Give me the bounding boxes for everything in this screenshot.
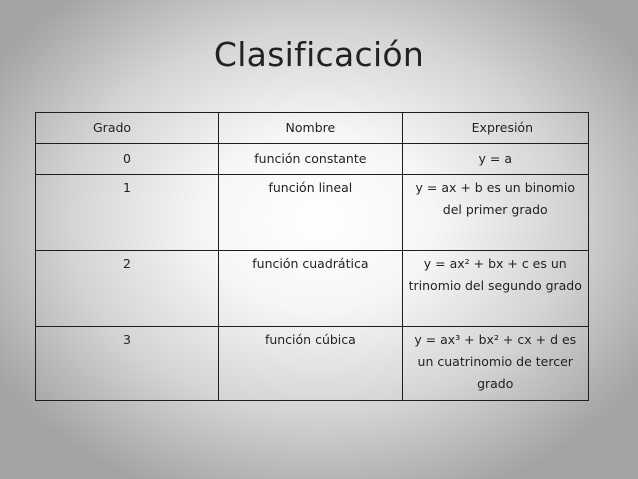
cell-grado: 0	[36, 144, 219, 175]
cell-grado: 2	[36, 251, 219, 327]
cell-expresion: y = a	[402, 144, 589, 175]
cell-expresion: y = ax + b es un binomio del primer grado	[402, 175, 589, 251]
table-row	[36, 175, 589, 251]
header-grado: Grado	[36, 113, 219, 144]
cell-nombre: función cúbica	[219, 327, 402, 401]
cell-grado: 3	[36, 327, 219, 401]
cell-expresion: y = ax³ + bx² + cx + d es un cuatrinomio de tercer grado	[402, 327, 589, 401]
cell-nombre: función lineal	[219, 175, 402, 251]
classification-table	[35, 112, 589, 401]
cell-nombre: función constante	[219, 144, 402, 175]
table-row	[36, 327, 589, 401]
cell-grado: 1	[36, 175, 219, 251]
header-nombre: Nombre	[219, 113, 402, 144]
cell-expresion: y = ax² + bx + c es un trinomio del segundo grado	[402, 251, 589, 327]
header-expresion: Expresión	[402, 113, 589, 144]
table-header-row	[36, 113, 589, 144]
table-row	[36, 251, 589, 327]
slide-title: Clasificación	[213, 35, 425, 74]
cell-nombre: función cuadrática	[219, 251, 402, 327]
table-row	[36, 144, 589, 175]
